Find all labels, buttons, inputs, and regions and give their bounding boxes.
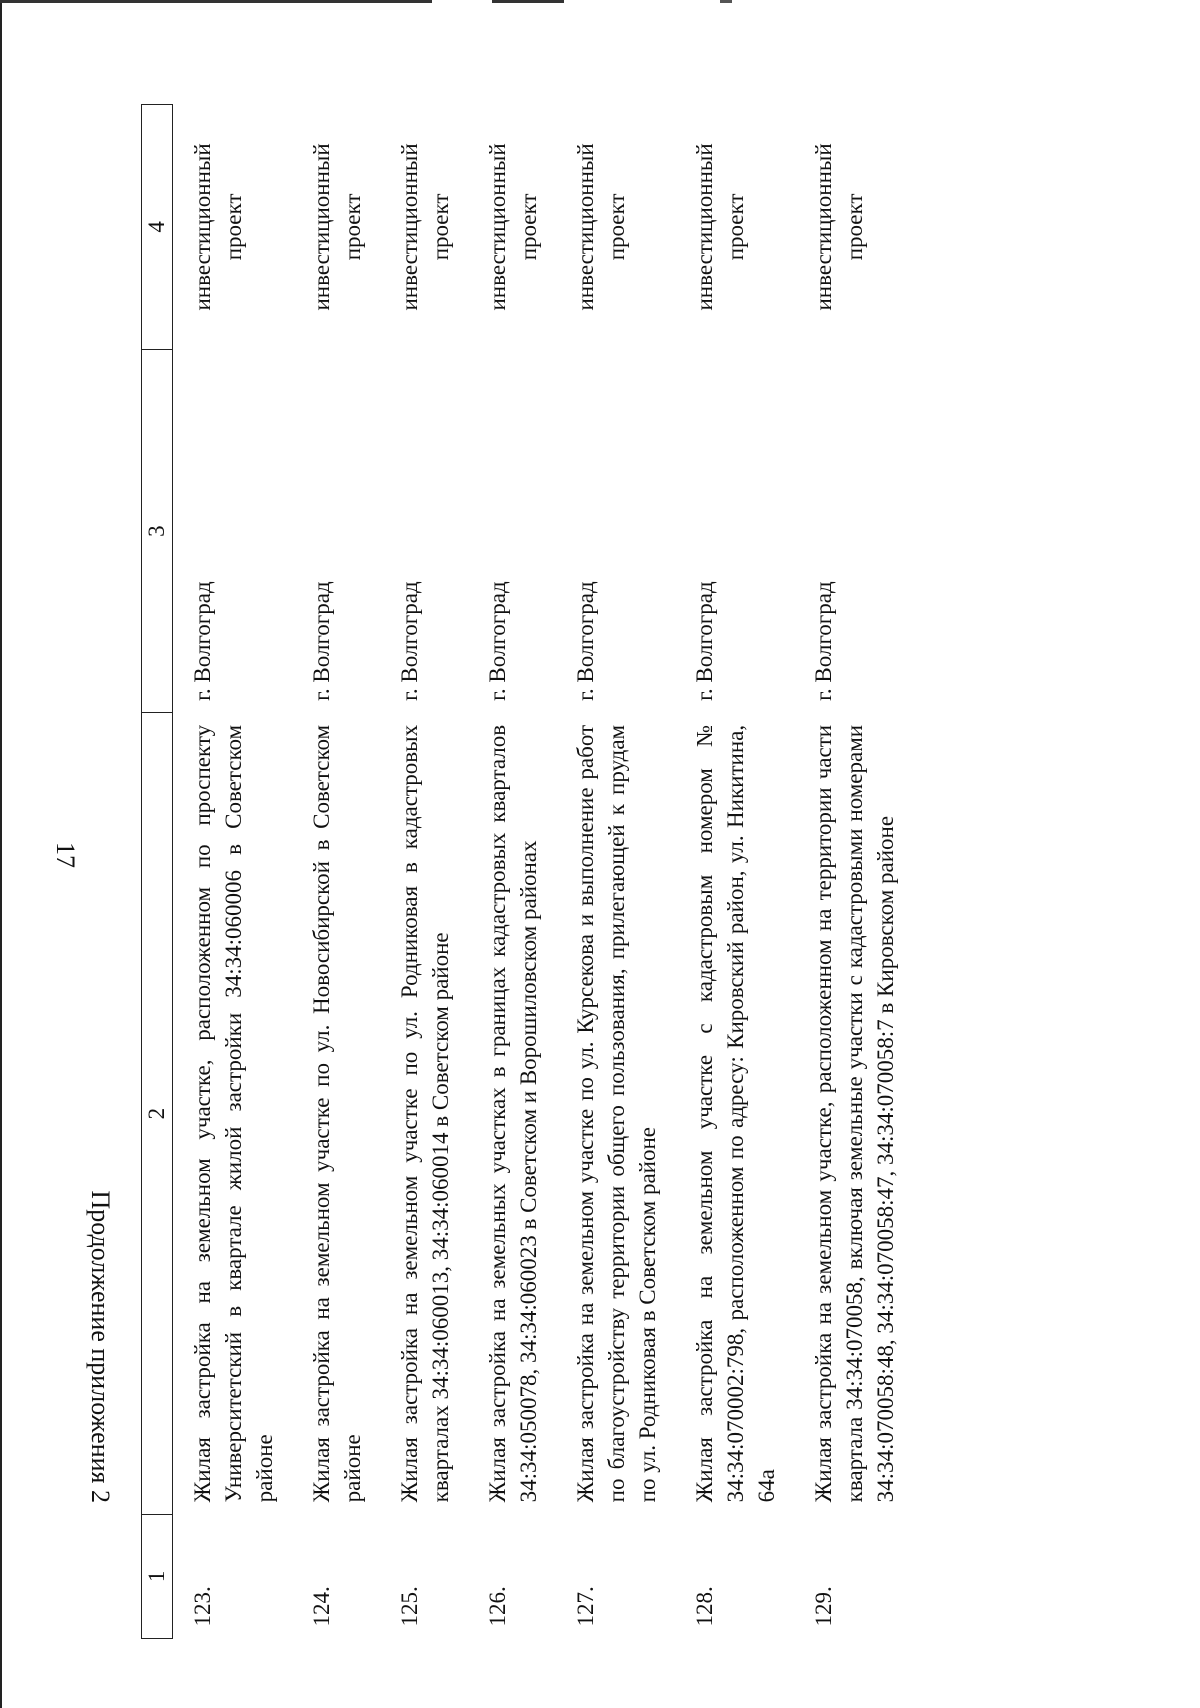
row-location: г. Волгоград: [692, 581, 717, 701]
column-header-4: 4: [142, 105, 173, 350]
row-type: инвестиционный проект: [811, 143, 867, 311]
row-description: Жилая застройка на земельном участке по ул. Родниковая в кадастровых кварталах 34:34:060013, 34:34:060014 в Советском районе: [397, 724, 453, 1503]
row-number: 127.: [573, 1586, 598, 1627]
row-location: г. Волгоград: [309, 581, 334, 701]
row-location: г. Волгоград: [190, 581, 215, 701]
table-row: [173, 105, 293, 1639]
table-row: [468, 105, 556, 1639]
row-type: инвестиционный проект: [692, 143, 748, 311]
row-type: инвестиционный проект: [190, 143, 246, 311]
table-row: [675, 105, 794, 1639]
row-location: г. Волгоград: [573, 581, 598, 701]
column-header-1: 1: [142, 1514, 173, 1638]
row-number: 125.: [397, 1586, 422, 1627]
row-location: г. Волгоград: [397, 581, 422, 701]
row-type: инвестиционный проект: [309, 143, 365, 311]
row-type: инвестиционный проект: [485, 143, 541, 311]
column-header-2: 2: [142, 713, 173, 1514]
column-header-3: 3: [142, 349, 173, 713]
page-number: 17: [51, 842, 80, 868]
row-number: 123.: [190, 1586, 215, 1627]
projects-table: [141, 104, 913, 1639]
row-description: Жилая застройка на земельном участке, расположенном на территории части квартала 34:34:070058, включая земельные участки с кадастровыми номерами 34:34:070058:48, 34:34:070058:47, 34:34:070058:7 в Кировском районе: [811, 724, 898, 1503]
row-description: Жилая застройка на земельном участке по ул. Новосибирской в Советском районе: [309, 724, 365, 1503]
row-location: г. Волгоград: [811, 581, 836, 701]
row-description: Жилая застройка на земельном участке с кадастровым номером № 34:34:070002:798, расположенном по адресу: Кировский район, ул. Никитина, 64а: [692, 724, 779, 1503]
continuation-label: Продолжение приложения 2: [86, 1190, 115, 1503]
row-number: 129.: [811, 1586, 836, 1627]
row-type: инвестиционный проект: [573, 143, 629, 311]
row-number: 124.: [309, 1586, 334, 1627]
row-description: Жилая застройка на земельном участке по ул. Курсекова и выполнение работ по благоустройству территории общего пользования, прилегающей к прудам по ул. Родниковая в Советском районе: [573, 724, 660, 1503]
row-type: инвестиционный проект: [397, 143, 453, 311]
row-number: 128.: [692, 1586, 717, 1627]
row-description: Жилая застройка на земельном участке, расположенном по проспекту Университетский в квартале жилой застройки 34:34:060006 в Советском районе: [190, 724, 277, 1503]
table-row: [556, 105, 675, 1639]
table-row: [794, 105, 913, 1639]
row-description: Жилая застройка на земельных участках в границах кадастровых кварталов 34:34:050078, 34:34:060023 в Советском и Ворошиловском районах: [485, 724, 541, 1503]
row-location: г. Волгоград: [485, 581, 510, 701]
row-number: 126.: [485, 1586, 510, 1627]
table-row: [292, 105, 380, 1639]
table-header-row: [142, 105, 173, 1639]
table-row: [380, 105, 468, 1639]
